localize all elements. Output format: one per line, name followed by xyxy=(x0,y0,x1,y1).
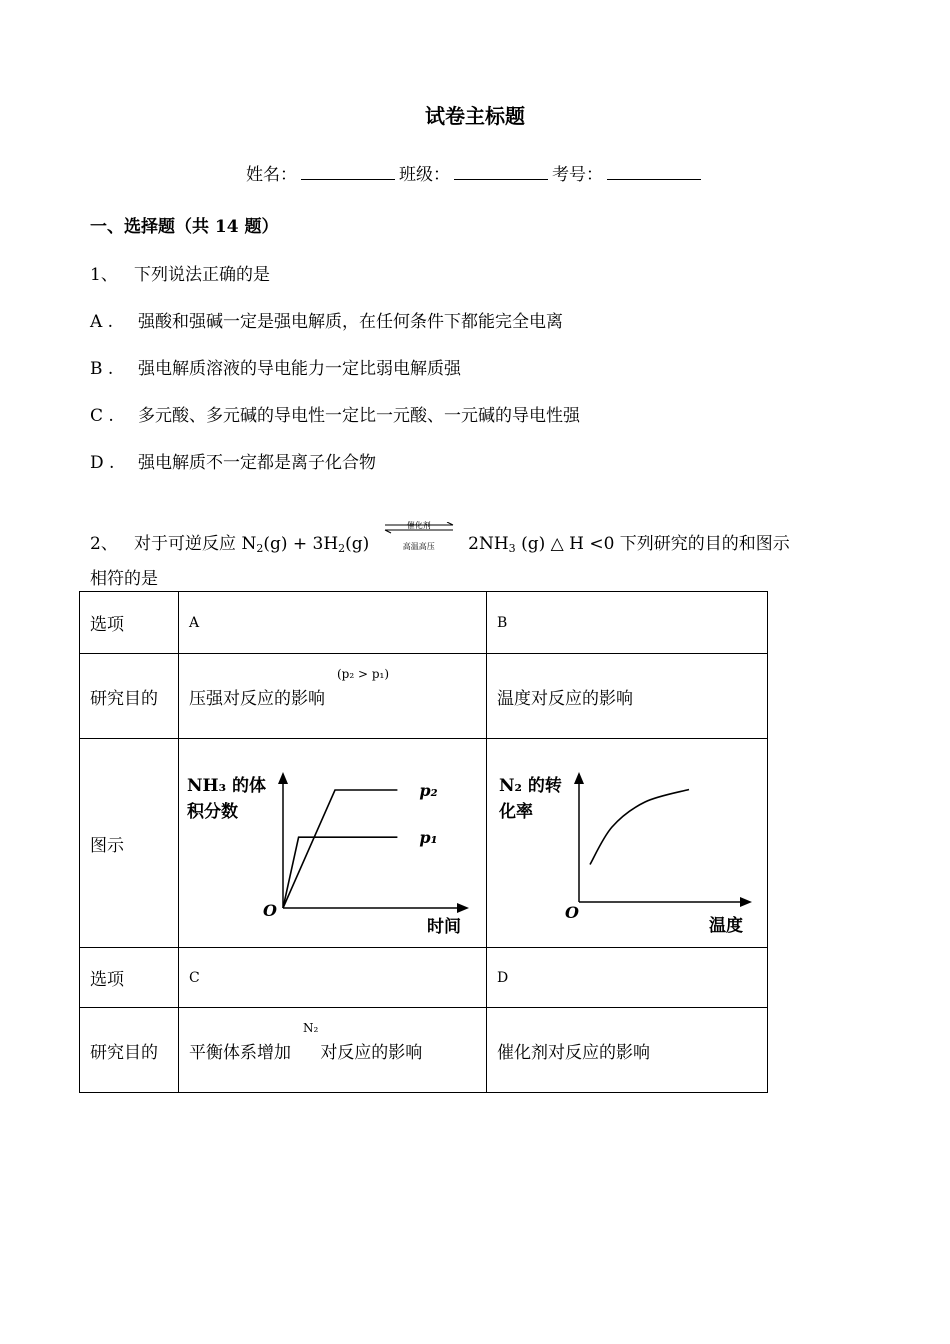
option-a-cell: A xyxy=(179,592,487,654)
section-heading: 一、选择题（共 14 题） xyxy=(90,217,279,237)
row-label: 选项 xyxy=(80,592,179,654)
name-blank[interactable] xyxy=(301,161,395,180)
reaction-text: 相符的是 xyxy=(90,569,158,589)
question-number: 2、 xyxy=(90,534,118,554)
y-axis-label-line1: NH₃ 的体 xyxy=(187,775,266,796)
purpose-text: 压强对反应的影响 xyxy=(189,688,325,709)
question-2-stem xyxy=(90,515,870,594)
equilibrium-arrow-icon xyxy=(381,515,457,551)
origin-label: O xyxy=(565,902,579,922)
row-label: 选项 xyxy=(80,948,179,1008)
table-row xyxy=(80,739,768,948)
y-axis-arrow-icon xyxy=(574,772,584,784)
chart-a xyxy=(179,740,485,947)
reaction-text: (g) △ H <0 下列研究的目的和图示 xyxy=(521,534,790,554)
class-blank[interactable] xyxy=(454,161,548,180)
subscript: 3 xyxy=(508,542,516,555)
purpose-b-cell: 温度对反应的影响 xyxy=(487,654,768,739)
row-label: 图示 xyxy=(80,739,179,948)
pressure-condition: (p₂ > p₁) xyxy=(337,666,390,681)
origin-label: O xyxy=(263,900,277,920)
name-label: 姓名： xyxy=(246,165,297,185)
purpose-d-cell: 催化剂对反应的影响 xyxy=(487,1008,768,1093)
option-a[interactable] xyxy=(90,307,563,332)
purpose-text: 对反应的影响 xyxy=(320,1042,423,1063)
class-label: 班级： xyxy=(399,165,450,185)
row-label: 研究目的 xyxy=(80,1008,179,1093)
id-blank[interactable] xyxy=(607,161,701,180)
options-table xyxy=(79,591,768,1093)
series-label: p₂ xyxy=(419,780,438,800)
subscript: 2 xyxy=(338,542,346,555)
chart-b xyxy=(487,740,767,947)
option-c[interactable] xyxy=(90,401,580,426)
option-label: B . xyxy=(90,359,114,379)
option-d[interactable] xyxy=(90,448,376,473)
x-axis-arrow-icon xyxy=(457,903,469,913)
series-line-p₁ xyxy=(283,837,397,908)
table-row xyxy=(80,654,768,739)
series-line-p₂ xyxy=(283,790,397,908)
reaction-text: 对于可逆反应 N xyxy=(134,534,257,554)
option-text: 多元酸、多元碱的导电性一定比一元酸、一元碱的导电性强 xyxy=(138,406,580,426)
x-axis-label: 时间 xyxy=(427,916,461,937)
table-row xyxy=(80,948,768,1008)
y-axis-label-line2: 积分数 xyxy=(187,801,238,822)
reaction-text: 2NH xyxy=(468,534,509,554)
option-c-cell: C xyxy=(179,948,487,1008)
purpose-c-cell xyxy=(179,1008,487,1093)
y-axis-label-line1: N₂ 的转 xyxy=(499,775,562,796)
id-label: 考号： xyxy=(552,165,603,185)
conversion-curve xyxy=(590,789,689,864)
nitrogen-formula: N₂ xyxy=(303,1020,319,1035)
option-text: 强电解质不一定都是离子化合物 xyxy=(138,453,376,473)
y-axis-label-line2: 化率 xyxy=(499,801,533,822)
table-row xyxy=(80,592,768,654)
table-row xyxy=(80,1008,768,1093)
reaction-text: (g) + 3H xyxy=(263,534,339,554)
option-b[interactable] xyxy=(90,354,461,379)
option-label: A . xyxy=(90,312,114,332)
y-axis-arrow-icon xyxy=(278,772,288,784)
student-info xyxy=(246,160,705,185)
x-axis-arrow-icon xyxy=(740,897,752,907)
series-label: p₁ xyxy=(419,827,438,847)
page-title: 试卷主标题 xyxy=(425,104,525,128)
chart-b-cell xyxy=(487,739,768,948)
purpose-a-cell xyxy=(179,654,487,739)
option-text: 强酸和强碱一定是强电解质，在任何条件下都能完全电离 xyxy=(138,312,563,332)
purpose-text: 平衡体系增加 xyxy=(189,1042,291,1063)
option-label: D . xyxy=(90,453,115,473)
chart-a-cell xyxy=(179,739,487,948)
option-d-cell: D xyxy=(487,948,768,1008)
question-text: 下列说法正确的是 xyxy=(134,265,271,285)
option-text: 强电解质溶液的导电能力一定比弱电解质强 xyxy=(138,359,461,379)
subscript: 2 xyxy=(256,542,264,555)
question-number: 1、 xyxy=(90,265,118,285)
option-label: C . xyxy=(90,406,114,426)
temperature-condition: 高温高压 xyxy=(402,542,435,551)
reaction-text: (g) xyxy=(345,534,370,554)
option-b-cell: B xyxy=(487,592,768,654)
catalyst-condition: 催化剂 xyxy=(406,521,431,530)
question-1-stem xyxy=(90,260,270,285)
row-label: 研究目的 xyxy=(80,654,179,739)
x-axis-label: 温度 xyxy=(709,915,743,936)
